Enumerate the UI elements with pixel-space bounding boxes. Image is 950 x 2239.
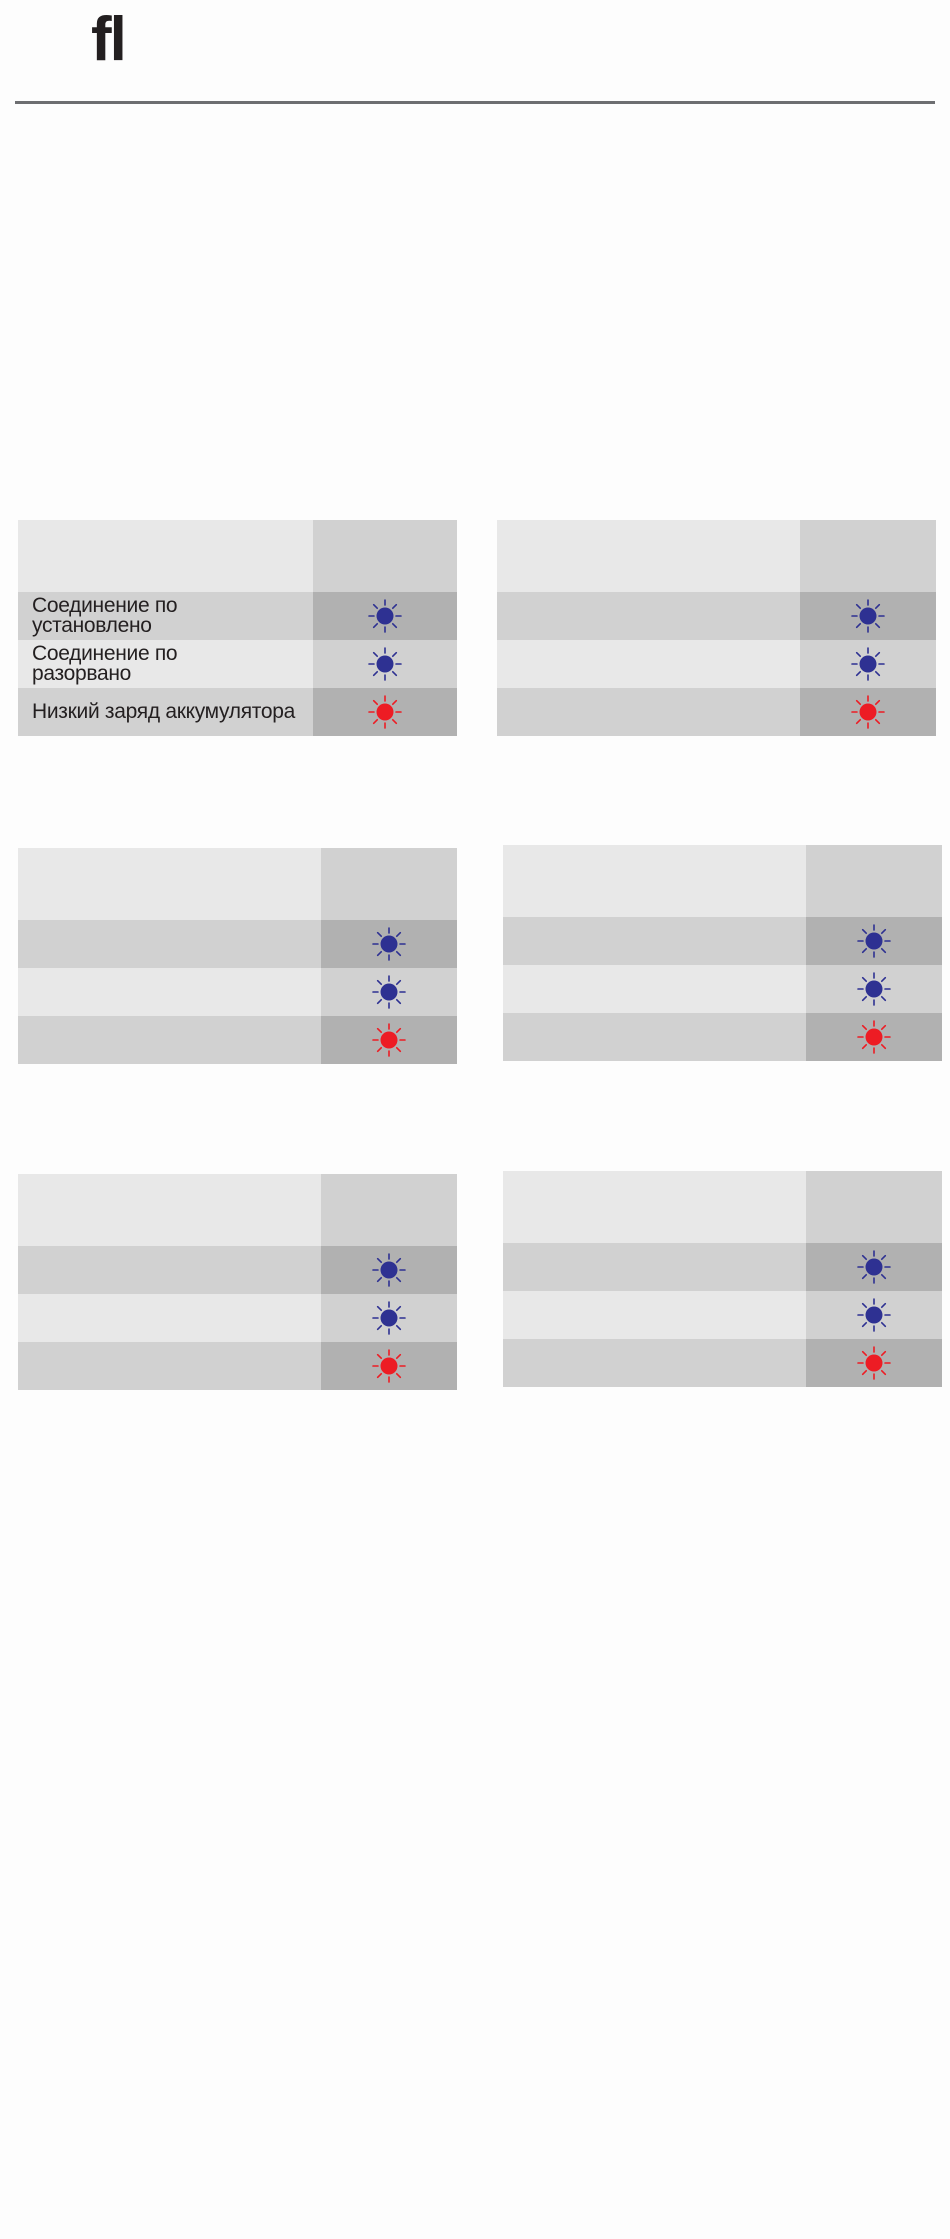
status-label [503,1243,806,1291]
led-red-icon [372,1349,406,1383]
status-label [497,592,800,640]
led-blue-icon [851,599,885,633]
indicator-cell [800,688,936,736]
status-label [503,1291,806,1339]
page-header-title: fl [91,5,125,74]
indicator-cell [313,688,457,736]
status-label [497,640,800,688]
status-label [503,1171,806,1243]
indicator-cell [806,1243,942,1291]
table-header-row [18,1174,457,1246]
led-red-icon [372,1023,406,1057]
indicator-cell [321,848,457,920]
status-label [18,520,313,592]
table-status-row [18,968,457,1016]
indicator-cell [313,520,457,592]
status-label [503,845,806,917]
status-label [18,1342,321,1390]
indicator-cell [800,640,936,688]
table-status-row [18,920,457,968]
led-blue-icon [851,647,885,681]
led-blue-icon [368,647,402,681]
indicator-cell [321,968,457,1016]
indicator-cell [321,1174,457,1246]
indicator-cell [321,920,457,968]
indicator-cell [800,520,936,592]
led-blue-icon [368,599,402,633]
table-status-row [503,1013,942,1061]
table-header-row [18,848,457,920]
status-label [18,1016,321,1064]
indicator-cell [806,965,942,1013]
table-status-row [18,592,457,640]
status-label [18,1294,321,1342]
status-label: Соединение по разорвано [18,640,313,688]
led-blue-icon [372,975,406,1009]
table-status-row [18,1294,457,1342]
status-label [503,965,806,1013]
status-label [18,1174,321,1246]
indicator-cell [806,1291,942,1339]
table-header-row [503,1171,942,1243]
header-divider [15,101,935,104]
table-status-row [18,1016,457,1064]
indicator-cell [800,592,936,640]
status-label [497,688,800,736]
status-label [18,968,321,1016]
led-blue-icon [857,1298,891,1332]
led-blue-icon [372,927,406,961]
led-red-icon [368,695,402,729]
led-blue-icon [372,1301,406,1335]
indicator-cell [806,845,942,917]
table-status-row [18,640,457,688]
indicator-cell [321,1342,457,1390]
status-label [18,1246,321,1294]
table-status-row [503,1243,942,1291]
status-label [503,1339,806,1387]
led-blue-icon [857,1250,891,1284]
indicator-cell [313,592,457,640]
led-blue-icon [372,1253,406,1287]
table-status-row [503,965,942,1013]
led-status-table [503,845,942,1061]
status-label: Низкий заряд аккумулятора [18,688,313,736]
table-status-row [503,1339,942,1387]
indicator-cell [321,1016,457,1064]
indicator-cell [313,640,457,688]
status-label [503,1013,806,1061]
table-status-row [497,688,936,736]
led-blue-icon [857,924,891,958]
table-header-row [497,520,936,592]
indicator-cell [806,1339,942,1387]
table-header-row [18,520,457,592]
status-label [503,917,806,965]
led-red-icon [857,1020,891,1054]
indicator-cell [806,917,942,965]
table-header-row [503,845,942,917]
led-status-table [497,520,936,736]
table-status-row [497,592,936,640]
table-status-row [18,1246,457,1294]
status-label [18,920,321,968]
led-status-table [18,520,457,736]
indicator-cell [321,1246,457,1294]
led-status-table [503,1171,942,1387]
led-status-table [18,848,457,1064]
table-status-row [503,917,942,965]
status-label: Соединение по установлено [18,592,313,640]
table-status-row [18,1342,457,1390]
table-status-row [503,1291,942,1339]
indicator-cell [321,1294,457,1342]
led-blue-icon [857,972,891,1006]
led-red-icon [851,695,885,729]
indicator-cell [806,1013,942,1061]
led-status-table [18,1174,457,1390]
table-status-row [18,688,457,736]
table-status-row [497,640,936,688]
status-label [497,520,800,592]
led-red-icon [857,1346,891,1380]
status-label [18,848,321,920]
indicator-cell [806,1171,942,1243]
